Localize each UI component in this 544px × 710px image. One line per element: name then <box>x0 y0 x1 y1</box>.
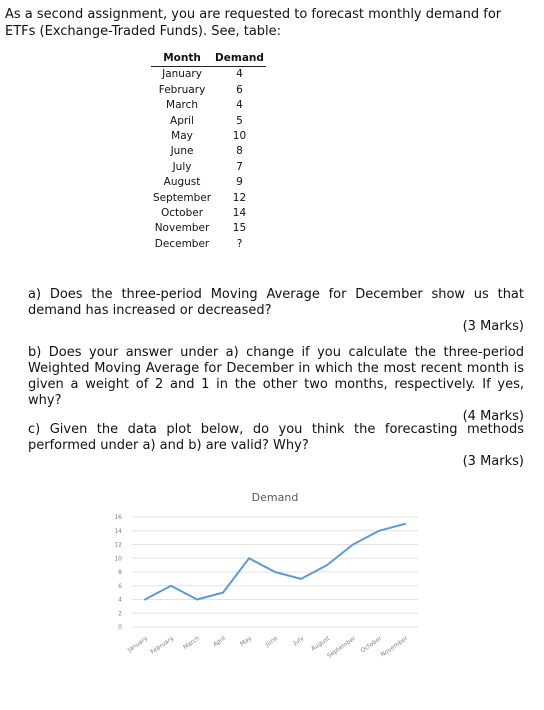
table-row <box>151 83 266 98</box>
question-c-marks: (3 Marks) <box>462 454 524 469</box>
question-a-marks: (3 Marks) <box>462 319 524 334</box>
table-row <box>151 67 266 83</box>
data-point <box>170 585 172 587</box>
data-point <box>196 599 198 601</box>
x-tick-label: October <box>359 634 384 655</box>
month-cell: May <box>171 130 193 143</box>
column-header-month: Month <box>151 51 213 67</box>
demand-cell: ? <box>236 237 243 250</box>
data-point <box>378 530 380 532</box>
demand-cell: 12 <box>232 191 247 204</box>
demand-cell: 10 <box>232 130 247 143</box>
month-cell: March <box>166 99 199 112</box>
demand-cell: 4 <box>236 99 243 112</box>
x-tick-label: May <box>238 634 254 648</box>
y-tick-label: 2 <box>118 610 122 618</box>
demand-cell: 7 <box>236 160 243 173</box>
demand-cell: 4 <box>236 68 243 81</box>
data-point <box>352 544 354 546</box>
data-point <box>404 523 406 525</box>
demand-cell: 14 <box>232 207 247 220</box>
data-point <box>222 592 224 594</box>
y-tick-label: 10 <box>114 555 122 563</box>
demand-chart <box>110 482 428 678</box>
chart-title: Demand <box>251 491 299 504</box>
column-header-demand: Demand <box>213 51 266 67</box>
y-tick-label: 16 <box>114 514 122 521</box>
demand-cell: 9 <box>236 176 243 189</box>
demand-cell: 6 <box>236 83 243 96</box>
data-point <box>300 578 302 580</box>
demand-chart-svg <box>110 482 428 678</box>
question-b-label: b) <box>28 345 42 360</box>
table-row <box>151 175 266 190</box>
y-tick-label: 14 <box>114 527 122 535</box>
table-row <box>151 206 266 221</box>
data-point <box>248 557 250 559</box>
y-tick-label: 0 <box>118 624 122 631</box>
question-a <box>28 287 524 335</box>
x-tick-label: November <box>379 634 410 659</box>
question-b-text: Does your answer under a) change if you calculate the three-period Weighted Moving Average for December in which the most recent month is given a weight of 2 and 1 in the other two months, respectively. If yes, why? <box>28 345 524 408</box>
data-point <box>274 571 276 573</box>
question-c-label: c) <box>28 422 41 437</box>
table-row <box>151 191 266 206</box>
month-cell: July <box>172 160 192 173</box>
month-cell: December <box>154 237 210 250</box>
x-tick-label: April <box>211 634 228 649</box>
question-c-text: Given the data plot below, do you think the forecasting methods performed under a) and b) are valid? Why? <box>28 422 524 453</box>
x-tick-label: July <box>292 634 306 647</box>
month-cell: June <box>170 145 194 158</box>
x-tick-label: August <box>309 634 332 653</box>
y-tick-label: 6 <box>118 582 122 590</box>
assignment-intro: As a second assignment, you are requested to forecast monthly demand for ETFs (Exchange-Traded Funds). See, table: <box>5 7 502 39</box>
month-cell: August <box>163 176 201 189</box>
y-tick-label: 4 <box>118 596 122 604</box>
month-cell: October <box>161 207 204 220</box>
x-tick-label: January <box>126 634 150 654</box>
y-tick-label: 8 <box>118 569 122 576</box>
question-a-label: a) <box>28 287 42 302</box>
month-cell: February <box>158 83 206 96</box>
question-a-text: Does the three-period Moving Average for December show us that demand has increased or decreased? <box>28 287 524 318</box>
demand-cell: 15 <box>232 222 247 235</box>
x-tick-label: March <box>182 634 202 652</box>
month-cell: April <box>170 114 195 127</box>
table-row <box>151 144 266 159</box>
demand-table <box>151 51 266 252</box>
table-row <box>151 129 266 144</box>
month-cell: November <box>154 222 210 235</box>
x-tick-label: September <box>325 634 358 660</box>
demand-cell: 5 <box>236 114 243 127</box>
table-row <box>151 237 266 252</box>
data-point <box>326 564 328 566</box>
month-cell: September <box>153 191 212 204</box>
question-c <box>28 422 524 470</box>
data-point <box>144 599 146 601</box>
series-line <box>145 524 405 600</box>
y-tick-label: 12 <box>114 541 122 549</box>
month-cell: January <box>162 68 202 81</box>
x-tick-label: February <box>149 634 176 656</box>
question-b-marks: (4 Marks) <box>462 409 524 424</box>
demand-cell: 8 <box>236 145 243 158</box>
table-row <box>151 114 266 129</box>
table-row <box>151 98 266 113</box>
table-header-row <box>151 51 266 67</box>
table-row <box>151 221 266 236</box>
table-row <box>151 160 266 175</box>
x-tick-label: June <box>264 634 280 649</box>
question-b <box>28 345 524 425</box>
